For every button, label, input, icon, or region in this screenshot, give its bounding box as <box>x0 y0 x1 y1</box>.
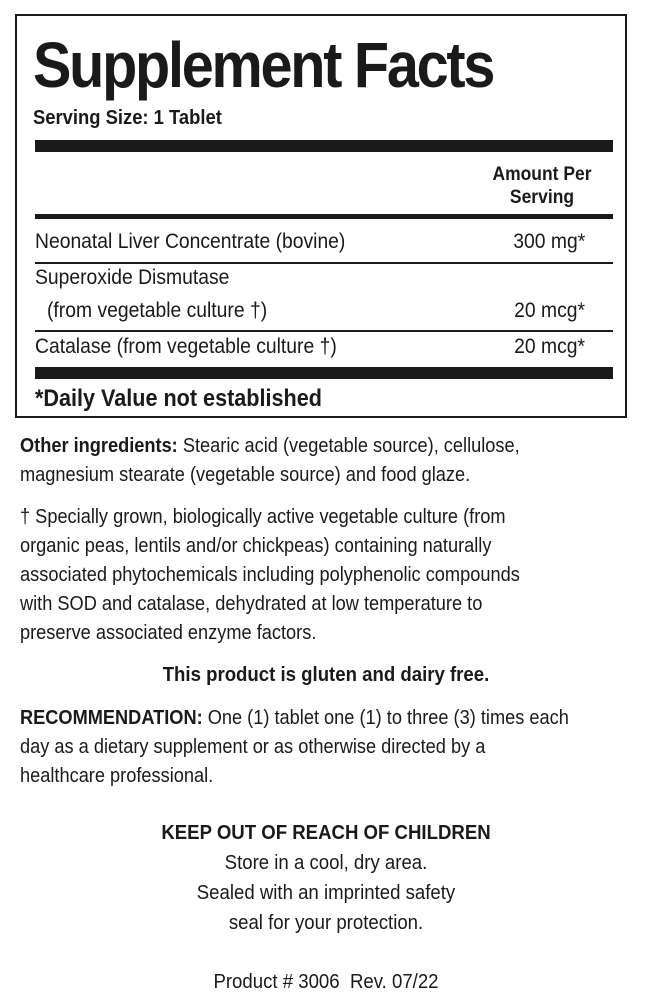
row-amount-catalase: 20 mcg* <box>514 335 585 358</box>
warning-heading: KEEP OUT OF REACH OF CHILDREN <box>161 822 491 844</box>
row-amount-sod: 20 mcg* <box>514 299 585 322</box>
row-name-liver: Neonatal Liver Concentrate (bovine) <box>35 230 346 253</box>
recommendation-label: RECOMMENDATION: <box>20 707 203 729</box>
allergen-statement: This product is gluten and dairy free. <box>162 664 490 686</box>
storage-line2: Sealed with an imprinted safety <box>196 882 456 904</box>
divider-header <box>35 214 613 219</box>
dagger-note-line: organic peas, lentils and/or chickpeas) containing naturally <box>20 535 492 557</box>
other-ingredients <box>20 432 639 490</box>
dagger-note <box>20 503 639 648</box>
divider-thick-top <box>35 140 613 152</box>
panel-title: Supplement Facts <box>33 29 494 101</box>
serving-size: Serving Size: 1 Tablet <box>33 107 222 129</box>
row-name-sod-line2: (from vegetable culture †) <box>47 299 268 322</box>
storage-line1: Store in a cool, dry area. <box>224 852 428 874</box>
other-ingredients-line1: Stearic acid (vegetable source), cellulose, <box>177 435 520 457</box>
daily-value-footnote: *Daily Value not established <box>35 385 322 412</box>
recommendation-line1: One (1) tablet one (1) to three (3) times each <box>202 707 569 729</box>
dagger-note-line: associated phytochemicals including polyphenolic compounds <box>20 564 520 586</box>
recommendation <box>20 704 639 791</box>
row-name-catalase: Catalase (from vegetable culture †) <box>35 335 337 358</box>
other-ingredients-line2: magnesium stearate (vegetable source) and food glaze. <box>20 464 471 486</box>
amount-header-line2: Serving <box>509 187 575 208</box>
divider-row <box>35 330 613 332</box>
row-amount-liver: 300 mg* <box>513 230 585 253</box>
dagger-note-line: preserve associated enzyme factors. <box>20 622 317 644</box>
dagger-note-line: † Specially grown, biologically active vegetable culture (from <box>20 506 506 528</box>
storage-line3: seal for your protection. <box>228 912 424 934</box>
amount-header-line1: Amount Per <box>492 164 592 185</box>
other-ingredients-label: Other ingredients: <box>20 435 178 457</box>
row-name-sod: Superoxide Dismutase <box>35 266 230 289</box>
recommendation-line2: day as a dietary supplement or as otherwise directed by a <box>20 736 486 758</box>
amount-per-serving-header <box>473 163 611 209</box>
supplement-facts-panel <box>15 14 627 418</box>
dagger-note-line: with SOD and catalase, dehydrated at low temperature to <box>20 593 483 615</box>
recommendation-line3: healthcare professional. <box>20 765 214 787</box>
product-info: Product # 3006 Rev. 07/22 <box>213 971 439 993</box>
divider-thick-bottom <box>35 367 613 379</box>
